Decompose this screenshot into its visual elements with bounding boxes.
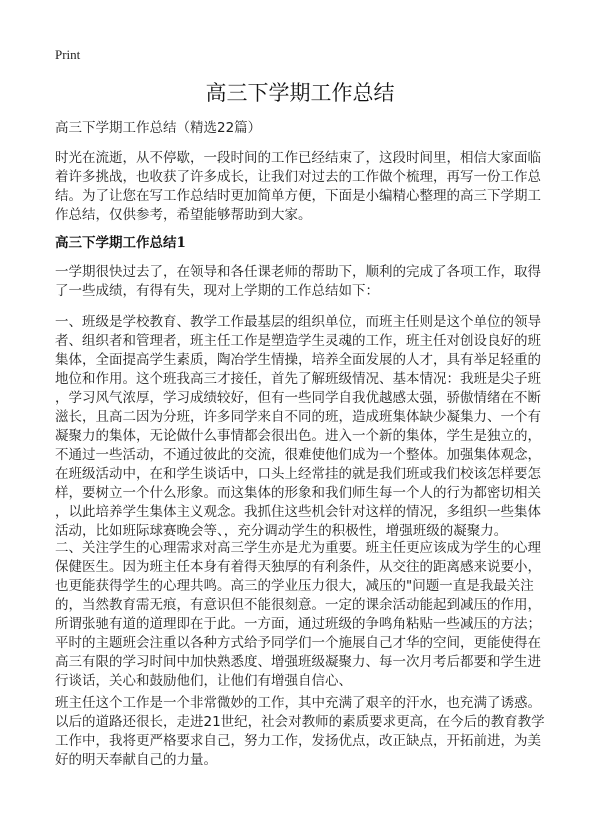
text-line: 二、关注学生的心理需求对高三学生亦是尤为重要。班主任更应该成为学生的心理 (55, 540, 541, 556)
text-line: 着许多挑战，也收获了许多成长，让我们对过去的工作做个梳理，再写一份工作总 (55, 169, 541, 185)
text-line: 也更能获得学生的心理共鸣。高三的学业压力很大，减压的"问题一直是我最关注 (55, 578, 534, 594)
text-line: 班主任这个工作是一个非常微妙的工作，其中充满了艰辛的汗水，也充满了诱惑。 (55, 695, 541, 711)
part-one-paragraph (55, 313, 555, 541)
text-line: 以后的道路还很长，走进21世纪，社会对教师的素质要求更高，在今后的教育教学 (55, 714, 545, 730)
text-line: 工作中，我将更严格要求自己，努力工作，发扬优点，改正缺点，开拓前进，为美 (55, 733, 541, 749)
text-line: 平时的主题班会注重以各种方式给予同学们一个施展自己才华的空间，更能使得在 (55, 635, 541, 651)
text-line: 时光在流逝，从不停歇，一段时间的工作已经结束了，这段时间里，相信大家面临 (55, 150, 541, 166)
text-line: 结。为了让您在写工作总结时更加简单方便，下面是小编精心整理的高三下学期工 (55, 188, 541, 204)
text-line: 样，要树立一个什么形象。而这集体的形象和我们师生每一个人的行为都密切相关 (55, 485, 541, 501)
text-line: 所谓张驰有道的道理即在于此。一方面，通过班级的争鸣角粘贴一些减压的方法； (55, 616, 541, 632)
text-line: 行谈话，关心和鼓励他们，让他们有增强自信心、 (55, 673, 352, 689)
text-line: 一、班级是学校教育、教学工作最基层的组织单位，而班主任则是这个单位的领导 (55, 314, 541, 330)
document-title: 高三下学期工作总结 (205, 81, 395, 105)
part-two-paragraph (55, 539, 555, 691)
print-label: Print (55, 47, 81, 62)
text-line: 了一些成绩，有得有失，现对上学期的工作总结如下： (55, 283, 379, 299)
text-line: 者、组织者和管理者，班主任工作是塑造学生灵魂的工作，班主任对创设良好的班 (55, 333, 541, 349)
intro-paragraph (55, 149, 555, 225)
section-heading: 高三下学期工作总结1 (55, 235, 186, 251)
text-line: ，学习风气浓厚，学习成绩较好，但有一些同学自我优越感太强，骄傲情绪在不断 (55, 390, 541, 406)
text-line: 不通过一些活动，不通过彼此的交流，很难使他们成为一个整体。加强集体观念， (55, 447, 541, 463)
text-line: 保健医生。因为班主任本身有着得天独厚的有利条件，从交往的距离感来说要小， (55, 559, 541, 575)
text-line: 作总结，仅供参考，希望能够帮助到大家。 (55, 207, 312, 223)
text-line: 高三有限的学习时间中加快熟悉度、增强班级凝聚力、每一次月考后都要和学生进 (55, 654, 541, 670)
text-line: 的，当然教育需无痕，有意识但不能很刻意。一定的课余活动能起到减压的作用， (55, 597, 541, 613)
text-line: 凝聚力的集体，无论做什么事情都会很出色。进入一个新的集体，学生是独立的， (55, 428, 541, 444)
text-line: 集体，全面提高学生素质，陶冶学生情操，培养全面发展的人才，具有举足轻重的 (55, 352, 541, 368)
text-line: ，以此培养学生集体主义观念。我抓住这些机会针对这样的情况，多组织一些集体 (55, 504, 541, 520)
text-line: 活动，比如班际球赛晚会等、，充分调动学生的积极性，增强班级的凝聚力。 (55, 523, 508, 539)
text-line: 好的明天奉献自己的力量。 (55, 752, 217, 768)
text-line: 一学期很快过去了，在领导和各任课老师的帮助下，顺利的完成了各项工作，取得 (55, 264, 541, 280)
text-line: 滋长，且高二因为分班，许多同学来自不同的班，造成班集体缺少凝集力、一个有 (55, 409, 541, 425)
document-subtitle: 高三下学期工作总结（精选22篇） (55, 120, 262, 136)
text-line: 地位和作用。这个班我高三才接任，首先了解班级情况、基本情况：我班是尖子班 (55, 371, 541, 387)
closing-paragraph (55, 694, 555, 770)
opening-paragraph (55, 263, 555, 301)
text-line: 在班级活动中，在和学生谈话中，口头上经常挂的就是我们班或我们校该怎样要怎 (55, 466, 541, 482)
